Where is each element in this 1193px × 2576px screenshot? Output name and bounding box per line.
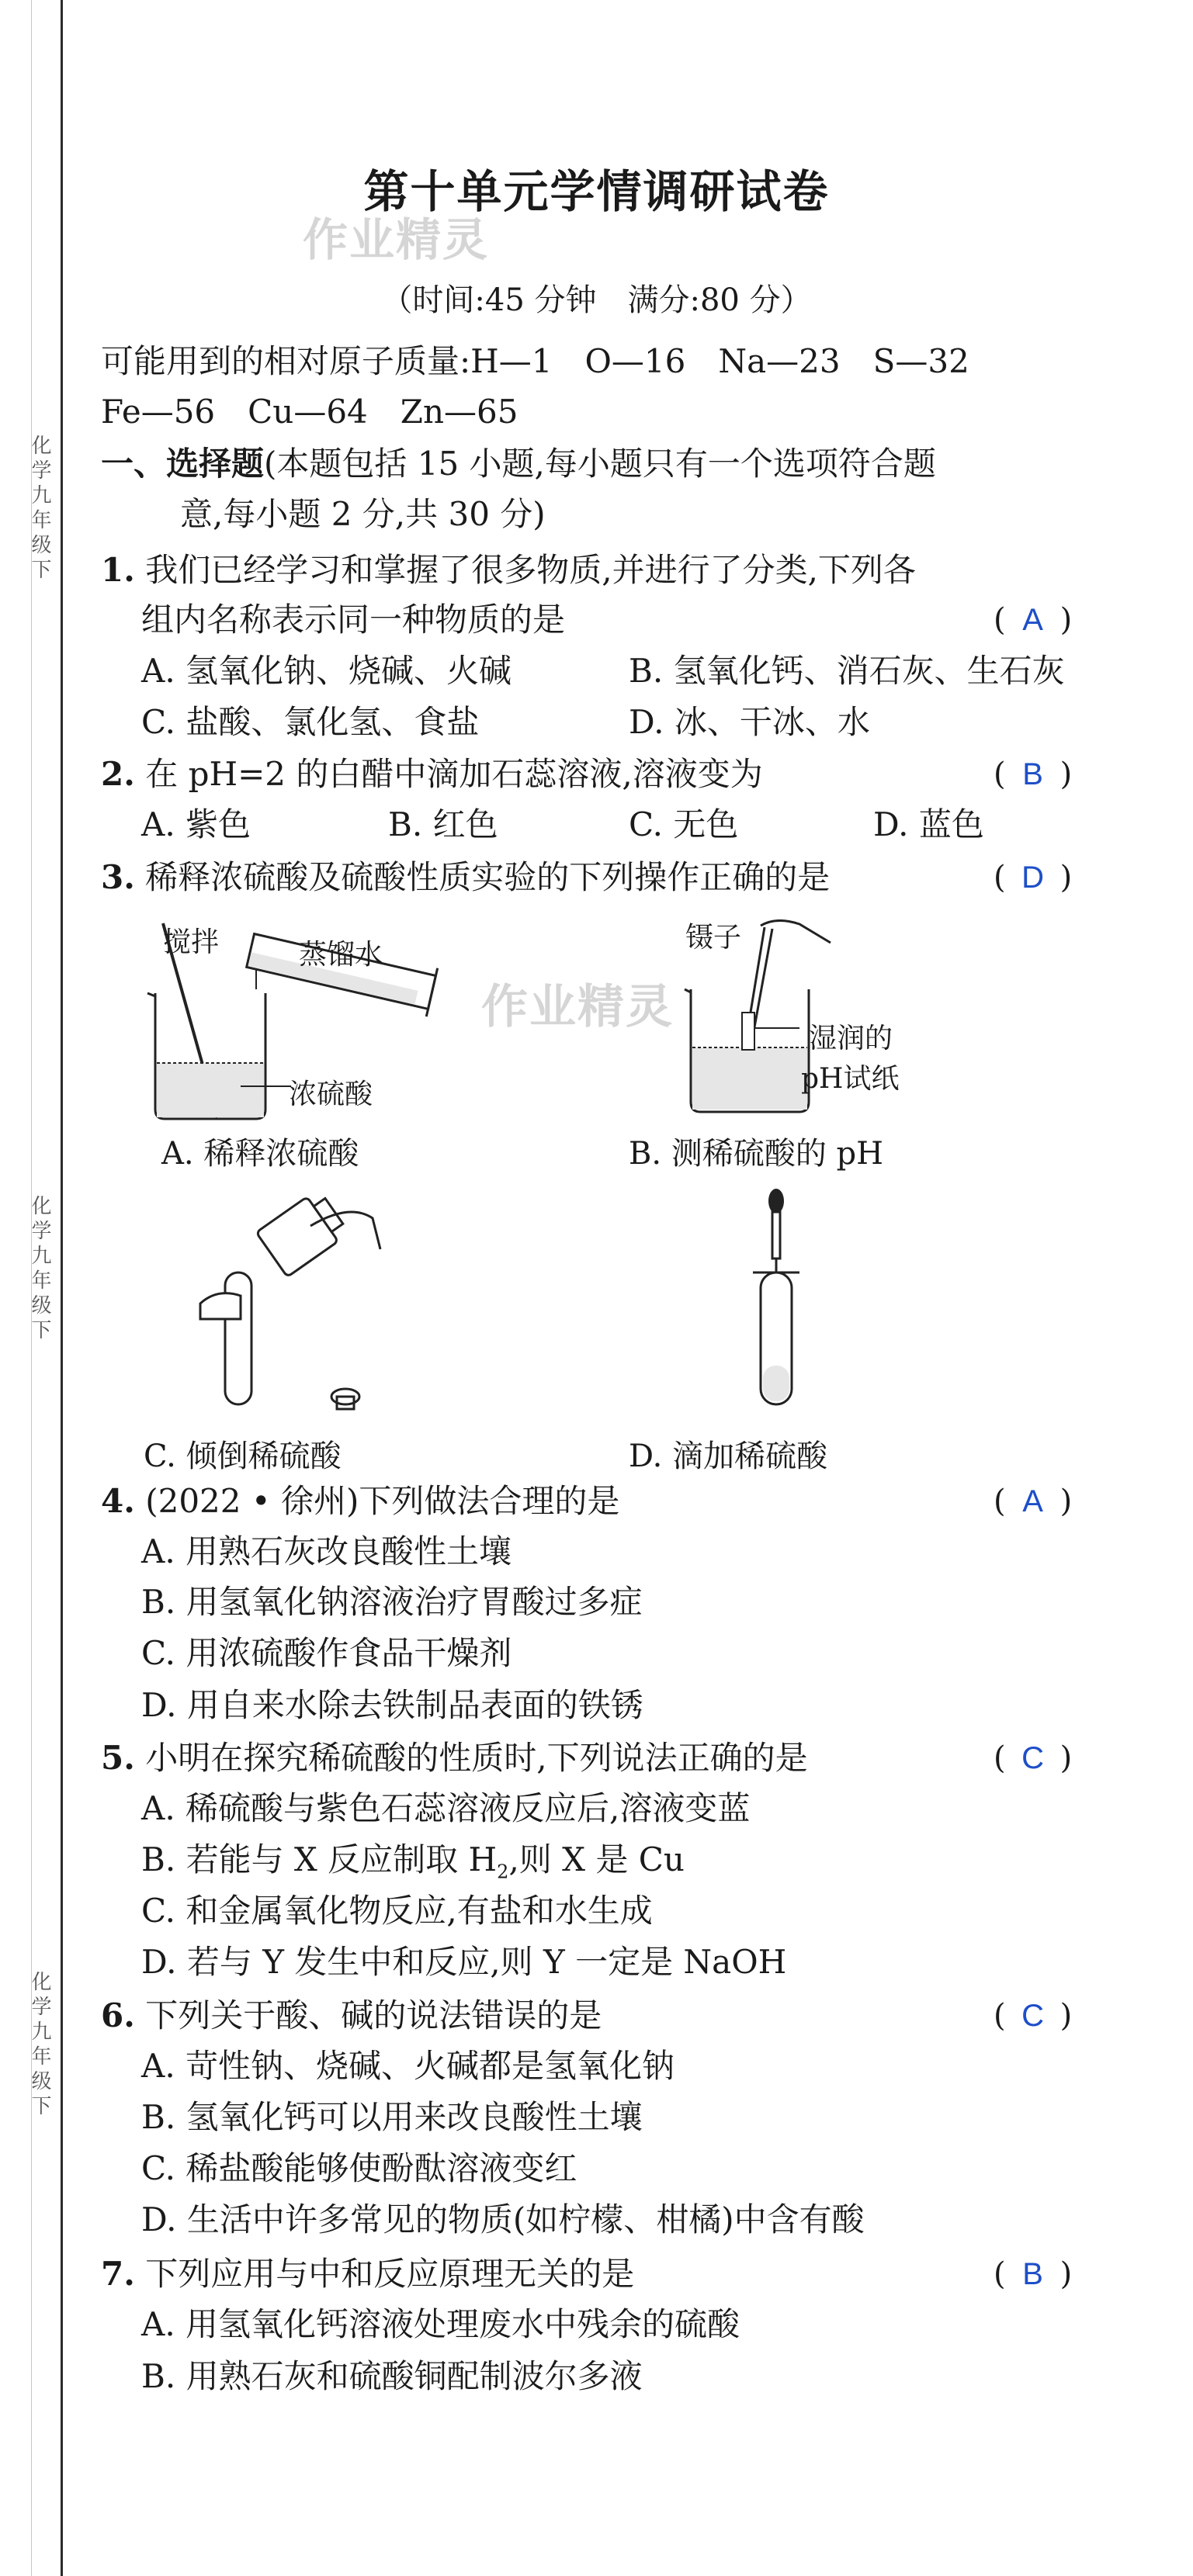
figure-c-pouring — [194, 1187, 396, 1420]
answer-letter: B — [1022, 2257, 1043, 2291]
option-d: D. 蓝色 — [873, 805, 984, 843]
answer-letter: D — [1021, 860, 1045, 895]
question-number: 5. — [101, 1739, 135, 1777]
option-d: D. 用自来水除去铁制品表面的铁锈 — [141, 1686, 643, 1724]
option-a: A. 氢氧化钠、烧碱、火碱 — [141, 652, 512, 690]
figure-a-caption: A. 稀释浓硫酸 — [161, 1136, 359, 1172]
option-d: D. 生活中许多常见的物质(如柠檬、柑橘)中含有酸 — [141, 2200, 865, 2238]
question-1-stem — [101, 552, 916, 588]
answer-bracket: ( D ) — [994, 860, 1073, 895]
option-c: C. 用浓硫酸作食品干燥剂 — [141, 1634, 512, 1672]
option-b-text: B. 若能与 X 反应制取 H — [141, 1840, 498, 1878]
question-1-stem-cont: 组内名称表示同一种物质的是 — [141, 601, 566, 639]
label-ph-paper-2: pH试纸 — [801, 1063, 900, 1095]
figure-d-dropper — [730, 1187, 823, 1420]
option-a: A. 紫色 — [141, 805, 251, 843]
answer-letter: C — [1021, 1999, 1045, 2033]
option-a: A. 用氢氧化钙溶液处理废水中残余的硫酸 — [141, 2305, 740, 2343]
answer-letter: C — [1021, 1741, 1045, 1775]
margin-label: 化学九年级下 — [28, 1195, 51, 1344]
answer-bracket: ( B ) — [994, 757, 1073, 792]
option-b: B. 用氢氧化钠溶液治疗胃酸过多症 — [141, 1583, 643, 1621]
margin-line — [61, 0, 63, 2576]
answer-letter: A — [1022, 1484, 1043, 1518]
section-desc: (本题包括 15 小题,每小题只有一个选项符合题 — [264, 445, 936, 483]
section-title: 一、选择题 — [101, 445, 265, 483]
question-number: 7. — [101, 2255, 135, 2293]
exam-meta: （时间:45 分钟 满分:80 分） — [381, 282, 812, 318]
label-ph-paper-1: 湿润的 — [809, 1023, 893, 1054]
answer-bracket: ( C ) — [994, 1998, 1073, 2034]
figure-b-caption: B. 测稀硫酸的 pH — [629, 1136, 884, 1172]
question-text: 下列应用与中和反应原理无关的是 — [145, 2255, 635, 2293]
answer-letter: A — [1022, 603, 1043, 637]
option-d: D. 若与 Y 发生中和反应,则 Y 一定是 NaOH — [141, 1943, 787, 1981]
page-title: 第十单元学情调研试卷 — [363, 165, 830, 218]
question-number: 2. — [101, 755, 135, 793]
answer-bracket: ( A ) — [994, 602, 1073, 638]
label-distilled-water: 蒸馏水 — [299, 939, 383, 971]
option-a: A. 稀硫酸与紫色石蕊溶液反应后,溶液变蓝 — [141, 1789, 751, 1827]
option-c: C. 无色 — [629, 805, 739, 843]
question-text: 下列关于酸、碱的说法错误的是 — [145, 1996, 602, 2034]
question-5-stem — [101, 1740, 808, 1776]
question-4-stem — [101, 1484, 619, 1519]
question-number: 6. — [101, 1996, 135, 2034]
option-a: A. 用熟石灰改良酸性土壤 — [141, 1532, 512, 1570]
label-tweezers: 镊子 — [685, 922, 742, 954]
watermark: 作业精灵 — [481, 980, 674, 1034]
option-b: B. 用熟石灰和硫酸铜配制波尔多液 — [141, 2357, 643, 2395]
option-c: C. 稀盐酸能够使酚酞溶液变红 — [141, 2149, 577, 2187]
subscript: 2 — [497, 1861, 509, 1883]
answer-bracket: ( C ) — [994, 1740, 1073, 1776]
answer-bracket: ( A ) — [994, 1484, 1073, 1519]
section-desc-cont: 意,每小题 2 分,共 30 分) — [180, 495, 546, 533]
atomic-masses-line2: Fe—56 Cu—64 Zn—65 — [101, 393, 518, 431]
question-number: 3. — [101, 858, 135, 896]
option-b: B. 红色 — [388, 805, 498, 843]
question-text: 我们已经学习和掌握了很多物质,并进行了分类,下列各 — [145, 551, 916, 589]
question-text: 稀释浓硫酸及硫酸性质实验的下列操作正确的是 — [145, 858, 831, 896]
option-b: B. 氢氧化钙可以用来改良酸性土壤 — [141, 2098, 643, 2136]
section-heading — [101, 446, 936, 482]
option-d: D. 冰、干冰、水 — [629, 703, 870, 741]
option-b — [141, 1842, 685, 1882]
question-6-stem — [101, 1998, 602, 2034]
atomic-masses-line1: 可能用到的相对原子质量:H—1 O—16 Na—23 S—32 — [101, 342, 969, 380]
question-number: 4. — [101, 1482, 135, 1520]
watermark: 作业精灵 — [303, 213, 490, 266]
margin-label: 化学九年级下 — [28, 1971, 51, 2120]
label-conc-acid: 浓硫酸 — [289, 1079, 373, 1110]
label-stir: 搅拌 — [163, 926, 220, 958]
question-text: (2022 • 徐州)下列做法合理的是 — [145, 1482, 620, 1520]
margin-label: 化学九年级下 — [28, 435, 51, 583]
option-c: C. 和金属氧化物反应,有盐和水生成 — [141, 1892, 653, 1930]
question-text: 小明在探究稀硫酸的性质时,下列说法正确的是 — [145, 1739, 808, 1777]
question-text: 在 pH=2 的白醋中滴加石蕊溶液,溶液变为 — [145, 755, 763, 793]
question-number: 1. — [101, 551, 135, 589]
option-b-text-end: ,则 X 是 Cu — [508, 1840, 685, 1878]
option-b: B. 氢氧化钙、消石灰、生石灰 — [629, 652, 1065, 690]
question-2-stem — [101, 757, 763, 792]
question-7-stem — [101, 2256, 634, 2292]
answer-bracket: ( B ) — [994, 2256, 1073, 2292]
option-c: C. 盐酸、氯化氢、食盐 — [141, 703, 480, 741]
figure-c-caption: C. 倾倒稀硫酸 — [144, 1439, 342, 1474]
figure-d-caption: D. 滴加稀硫酸 — [629, 1439, 828, 1474]
question-3-stem — [101, 860, 830, 895]
option-a: A. 苛性钠、烧碱、火碱都是氢氧化钠 — [141, 2047, 675, 2085]
answer-letter: B — [1022, 757, 1043, 791]
